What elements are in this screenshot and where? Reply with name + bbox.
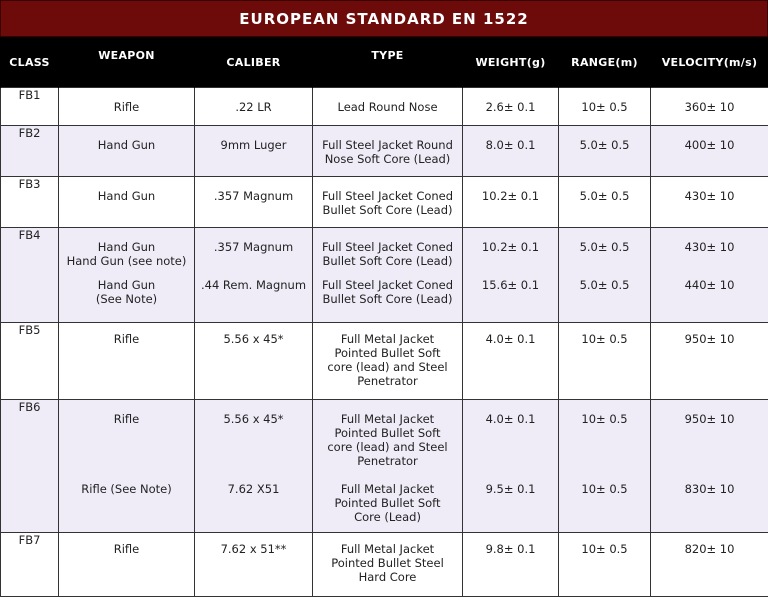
weight-value: 10.2± 0.1 [481,240,540,254]
entry-block [62,400,191,468]
type-line: Lead Round Nose [337,100,438,114]
entry-block [466,268,555,292]
header-velocity: VELOCITY(m/s) [651,37,768,88]
velocity-value: 430± 10 [684,240,735,254]
weapon-line: (See Note) [95,292,158,306]
entry-block [198,177,309,203]
weapon-line: Rifle [113,332,140,346]
entry-block [62,228,191,268]
velocity-cell [651,88,768,126]
entry-block [654,268,765,292]
type-line: Full Metal Jacket [340,332,435,346]
entry-block [198,400,309,468]
type-line: Pointed Bullet Steel [331,556,444,570]
type-line: Full Metal Jacket [340,412,435,426]
velocity-cell [651,126,768,177]
entry-block [466,400,555,468]
weapon-cell [59,323,195,400]
entry-block [466,228,555,268]
weight-cell [463,533,559,597]
entry-block [466,177,555,203]
weapon-line: Hand Gun [97,138,156,152]
header-class: CLASS [1,37,59,88]
range-value: 5.0± 0.5 [579,138,630,152]
entry-block [62,126,191,152]
entry-block [466,88,555,114]
weight-cell [463,228,559,323]
class-cell: FB4 [1,228,59,323]
class-cell: FB7 [1,533,59,597]
header-range: RANGE(m) [559,37,651,88]
header-type: TYPE [313,37,463,88]
range-cell [559,400,651,533]
class-cell: FB3 [1,177,59,228]
weight-value: 8.0± 0.1 [485,138,536,152]
table-row [1,88,768,126]
weapon-cell [59,400,195,533]
range-cell [559,177,651,228]
weapon-cell [59,126,195,177]
velocity-value: 820± 10 [684,542,735,556]
type-cell [313,323,463,400]
entry-block [466,323,555,346]
weapon-line: Rifle (See Note) [81,482,172,496]
entry-block [654,533,765,556]
velocity-value: 950± 10 [684,332,735,346]
table-row [1,177,768,228]
table-body [1,88,768,597]
entry-block [654,126,765,152]
header-weight: WEIGHT(g) [463,37,559,88]
entry-block [562,268,647,292]
weight-cell [463,177,559,228]
range-value: 5.0± 0.5 [579,189,630,203]
caliber-value: 7.62 x 51** [220,542,287,556]
caliber-cell [195,400,313,533]
entry-block [654,400,765,468]
type-line: Pointed Bullet Soft [334,346,441,360]
class-cell: FB2 [1,126,59,177]
header-weapon: WEAPON [59,37,195,88]
type-cell [313,228,463,323]
weight-value: 15.6± 0.1 [481,278,540,292]
entry-block [316,228,459,268]
weight-value: 4.0± 0.1 [485,332,536,346]
caliber-value: .44 Rem. Magnum [200,278,307,292]
entry-block [62,177,191,203]
entry-block [562,533,647,556]
weapon-line: Rifle [113,412,140,426]
weapon-line: Rifle [113,100,140,114]
entry-block [62,268,191,306]
type-cell [313,88,463,126]
caliber-value: .22 LR [235,100,272,114]
type-line: core (lead) and Steel [327,440,448,454]
velocity-value: 440± 10 [684,278,735,292]
entry-block [562,228,647,268]
velocity-value: 430± 10 [684,189,735,203]
caliber-cell [195,228,313,323]
header-caliber: CALIBER [195,37,313,88]
entry-block [198,533,309,556]
entry-block [198,228,309,268]
type-line: Core (Lead) [354,510,421,524]
type-cell [313,400,463,533]
velocity-cell [651,400,768,533]
entry-block [654,468,765,496]
type-line: Bullet Soft Core (Lead) [322,254,453,268]
header-row [1,37,768,88]
table-row [1,126,768,177]
table-title: EUROPEAN STANDARD EN 1522 [0,0,768,37]
type-line: Full Metal Jacket [340,542,435,556]
range-value: 10± 0.5 [581,332,628,346]
range-cell [559,88,651,126]
range-value: 10± 0.5 [581,482,628,496]
weight-value: 4.0± 0.1 [485,412,536,426]
type-line: Full Steel Jacket Round [322,138,453,152]
entry-block [654,88,765,114]
type-line: Full Steel Jacket Coned [321,240,454,254]
range-cell [559,323,651,400]
velocity-cell [651,177,768,228]
entry-block [654,228,765,268]
caliber-value: .357 Magnum [213,240,294,254]
weight-cell [463,400,559,533]
weapon-line: Hand Gun [97,278,156,292]
type-cell [313,533,463,597]
velocity-cell [651,533,768,597]
caliber-cell [195,126,313,177]
range-value: 10± 0.5 [581,412,628,426]
caliber-value: 5.56 x 45* [223,412,284,426]
entry-block [316,400,459,468]
caliber-value: 7.62 X51 [227,482,280,496]
entry-block [316,177,459,217]
entry-block [62,468,191,496]
velocity-value: 400± 10 [684,138,735,152]
velocity-cell [651,323,768,400]
class-cell: FB1 [1,88,59,126]
entry-block [654,177,765,203]
weapon-line: Hand Gun (see note) [66,254,187,268]
range-cell [559,126,651,177]
class-cell: FB6 [1,400,59,533]
velocity-value: 830± 10 [684,482,735,496]
weight-value: 10.2± 0.1 [481,189,540,203]
type-line: Bullet Soft Core (Lead) [322,203,453,217]
weapon-line: Hand Gun [97,189,156,203]
entry-block [562,468,647,496]
caliber-value: 5.56 x 45* [223,332,284,346]
weapon-cell [59,88,195,126]
type-cell [313,177,463,228]
entry-block [198,88,309,114]
weapon-cell [59,533,195,597]
type-line: Pointed Bullet Soft [334,496,441,510]
entry-block [198,268,309,292]
type-line: Bullet Soft Core (Lead) [322,292,453,306]
entry-block [62,323,191,346]
weapon-cell [59,177,195,228]
weight-cell [463,88,559,126]
caliber-cell [195,177,313,228]
weight-cell [463,323,559,400]
entry-block [316,88,459,114]
entry-block [316,323,459,388]
entry-block [562,177,647,203]
caliber-cell [195,323,313,400]
type-line: Full Steel Jacket Coned [321,278,454,292]
type-line: Penetrator [357,374,418,388]
entry-block [316,468,459,524]
range-cell [559,228,651,323]
range-cell [559,533,651,597]
entry-block [198,126,309,152]
entry-block [466,126,555,152]
entry-block [62,88,191,114]
weapon-cell [59,228,195,323]
velocity-value: 950± 10 [684,412,735,426]
entry-block [562,88,647,114]
weapon-line: Rifle [113,542,140,556]
velocity-cell [651,228,768,323]
entry-block [198,468,309,496]
velocity-value: 360± 10 [684,100,735,114]
class-cell: FB5 [1,323,59,400]
range-value: 5.0± 0.5 [579,278,630,292]
entry-block [316,268,459,306]
entry-block [316,126,459,166]
weapon-line: Hand Gun [97,240,156,254]
range-value: 10± 0.5 [581,100,628,114]
range-value: 5.0± 0.5 [579,240,630,254]
entry-block [316,533,459,584]
weight-cell [463,126,559,177]
table-row [1,533,768,597]
type-line: Full Steel Jacket Coned [321,189,454,203]
weight-value: 9.5± 0.1 [485,482,536,496]
weight-value: 9.8± 0.1 [485,542,536,556]
caliber-cell [195,533,313,597]
caliber-value: .357 Magnum [213,189,294,203]
type-line: Nose Soft Core (Lead) [324,152,451,166]
table-row [1,400,768,533]
type-line: Hard Core [358,570,417,584]
entry-block [562,400,647,468]
range-value: 10± 0.5 [581,542,628,556]
type-line: Full Metal Jacket [340,482,435,496]
entry-block [466,533,555,556]
entry-block [562,323,647,346]
type-line: Pointed Bullet Soft [334,426,441,440]
caliber-value: 9mm Luger [220,138,287,152]
entry-block [62,533,191,556]
type-cell [313,126,463,177]
table-row [1,323,768,400]
type-line: Penetrator [357,454,418,468]
entry-block [654,323,765,346]
entry-block [466,468,555,496]
caliber-cell [195,88,313,126]
type-line: core (lead) and Steel [327,360,448,374]
weight-value: 2.6± 0.1 [485,100,536,114]
table-row [1,228,768,323]
entry-block [198,323,309,346]
entry-block [562,126,647,152]
standard-table [0,37,768,597]
